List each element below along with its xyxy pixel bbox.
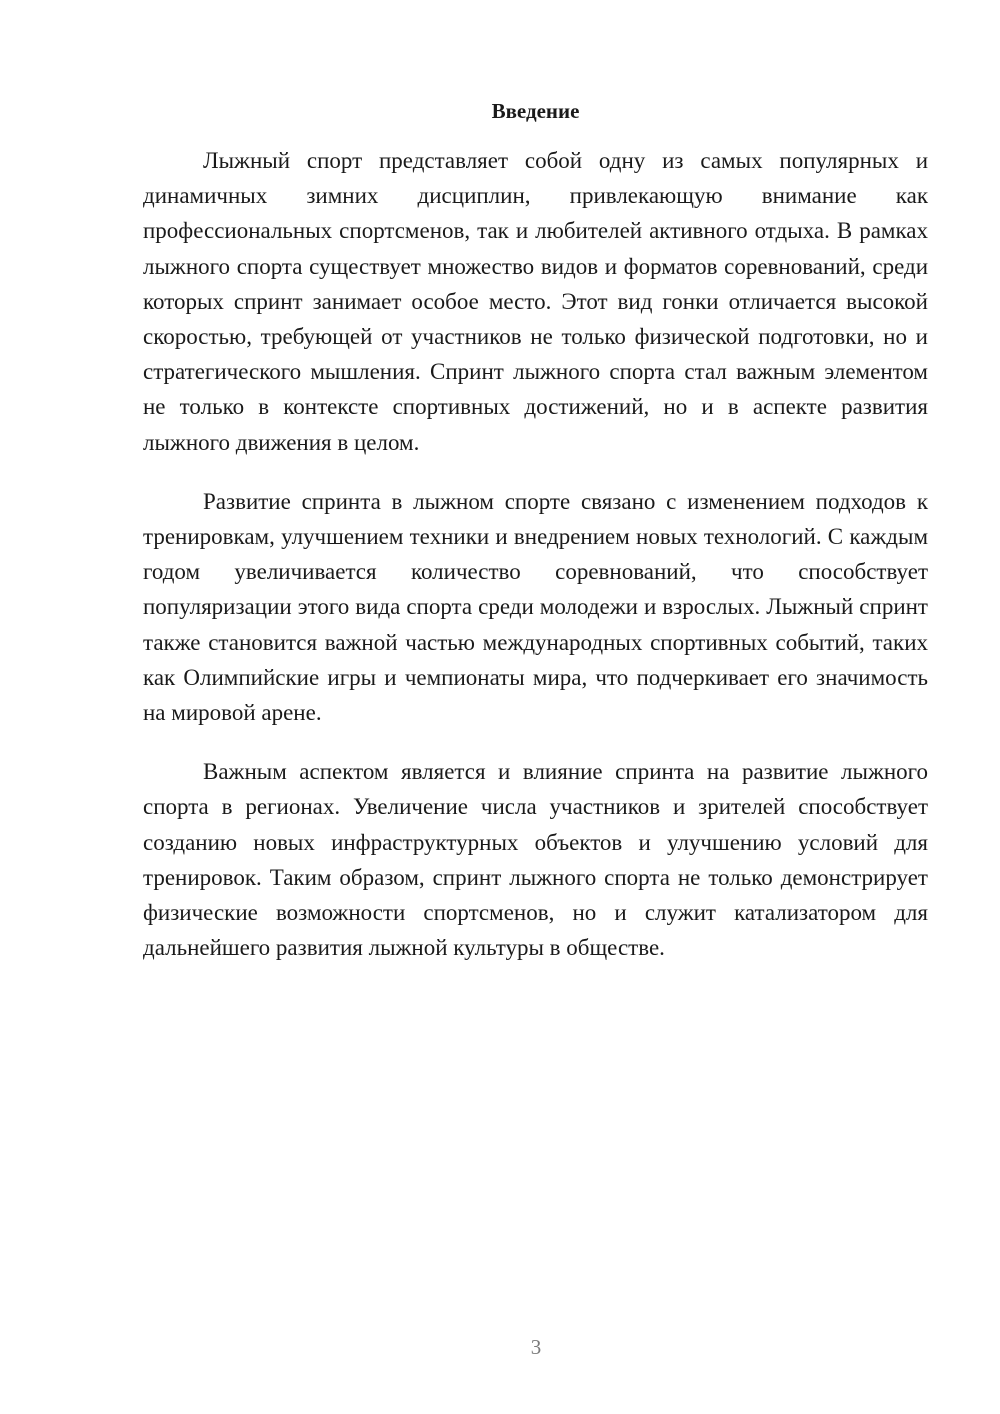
page-title: Введение: [491, 99, 580, 123]
page-number: 3: [530, 1335, 542, 1359]
paragraph-2: Развитие спринта в лыжном спорте связано с изменением подходов к тренировкам, улучшением техники и внедрением новых технологий. С каждым годом увеличивается количество соревнований, что способствует популяризации этого вида спорта среди молодежи и взрослых. Лыжный спринт также становится важной частью международных спортивных событий, таких как Олимпийские игры и чемпионаты мира, что подчеркивает его значимость на мировой арене.: [143, 488, 928, 726]
document-body: [143, 143, 928, 989]
paragraph-3: Важным аспектом является и влияние спринта на развитие лыжного спорта в регионах. Увеличение числа участников и зрителей способствует созданию новых инфраструктурных объектов и улучшению условий для тренировок. Таким образом, спринт лыжного спорта не только демонстрирует физические возможности спортсменов, но и служит катализатором для дальнейшего развития лыжной культуры в обществе.: [143, 759, 928, 961]
paragraph-1: Лыжный спорт представляет собой одну из самых популярных и динамичных зимних дисциплин, привлекающую внимание как профессиональных спортсменов, так и любителей активного отдыха. В рамках лыжного спорта существует множество видов и форматов соревнований, среди которых спринт занимает особое место. Этот вид гонки отличается высокой скоростью, требующей от участников не только физической подготовки, но и стратегического мышления. Спринт лыжного спорта стал важным элементом не только в контексте спортивных достижений, но и в аспекте развития лыжного движения в целом.: [143, 148, 928, 455]
